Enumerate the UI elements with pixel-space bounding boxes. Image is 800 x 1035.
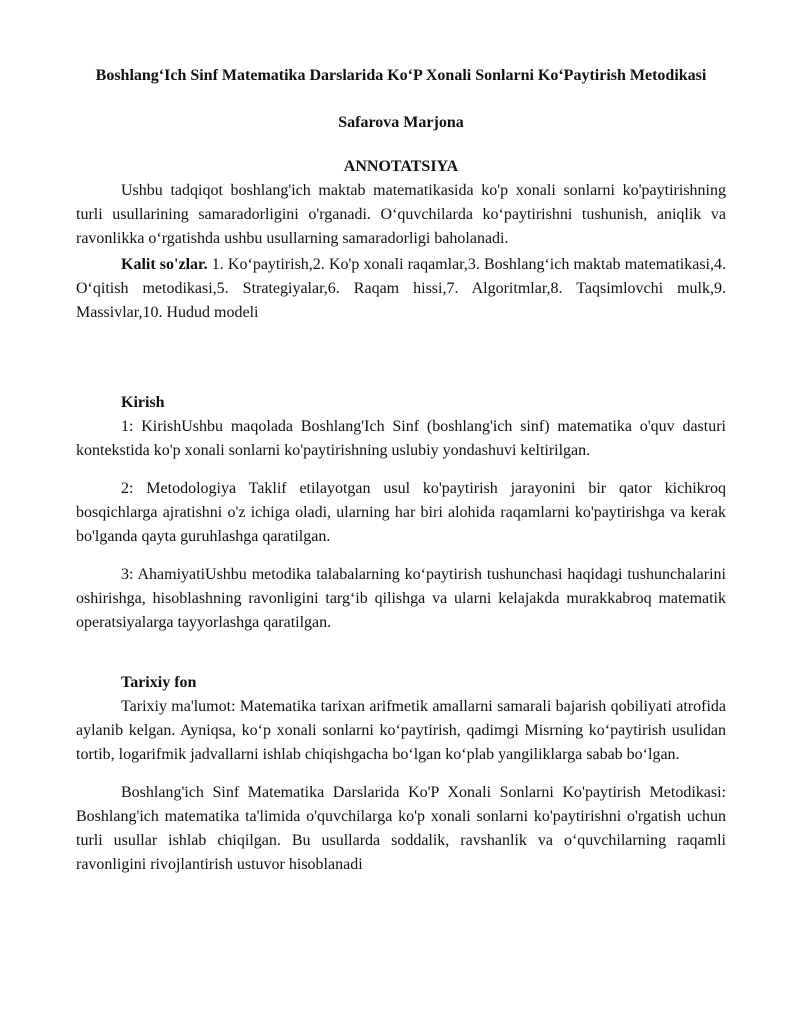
- section-heading-tarixiy-fon: Tarixiy fon: [121, 674, 197, 691]
- keywords-paragraph: [76, 253, 726, 325]
- intro-paragraph-3: 3: AhamiyatiUshbu metodika talabalarning ko‘paytirish tushunchasi haqidagi tushunchalarini oshirishga, hisoblashning ravonligini targ‘ib qilishga va ularni kelajakda murakkabroq matematik operatsiyalarga tayyorlashga qaratilgan.: [76, 566, 726, 631]
- intro-paragraph-2: 2: Metodologiya Taklif etilayotgan usul ko'paytirish jarayonini bir qator kichikroq bosqichlarga ajratishni o'z ichiga oladi, ularning har biri alohida raqamlarni ko'paytirishga va kerak bo'lganda qayta guruhlashga qaratilgan.: [76, 480, 726, 545]
- annotation-text: Ushbu tadqiqot boshlang'ich maktab matematikasida ko'p xonali sonlarni ko'paytirishning turli usullarining samaradorligini o'rganadi. O‘quvchilarda ko‘paytirishni tushunish, aniqlik va ravonlikka o‘rgatishda ushbu usullarning samaradorligi baholanadi.: [76, 182, 726, 247]
- keywords-label: Kalit so'zlar.: [121, 256, 208, 273]
- history-paragraph-2: Boshlang'ich Sinf Matematika Darslarida Ko'P Xonali Sonlarni Ko'paytirish Metodikasi: Boshlang'ich matematika ta'limida o'quvchilarga ko'p xonali sonlarni ko'paytirishni o'rgatish uchun turli usullar ishlab chiqilgan. Bu usullarda soddalik, ravshanlik va o‘quvchilarning raqamli ravonligini rivojlantirish ustuvor hisoblanadi: [76, 784, 726, 873]
- section-heading-kirish: Kirish: [121, 394, 165, 411]
- history-paragraph-1: Tarixiy ma'lumot: Matematika tarixan arifmetik amallarni samarali bajarish qobiliyati atrofida aylanib kelgan. Ayniqsa, ko‘p xonali sonlarni ko‘paytirish, qadimgi Misrning ko‘paytirish usulidan tortib, logarifmik jadvallarni ishlab chiqishgacha bo‘lgan ko‘plab yangiliklarga sabab bo‘lgan.: [76, 698, 726, 763]
- author-name: Safarova Marjona: [338, 114, 464, 131]
- paper-title: Boshlang‘Ich Sinf Matematika Darslarida Ko‘P Xonali Sonlarni Ko‘Paytirish Metodikasi: [95, 67, 707, 84]
- keywords-text: 1. Ko‘paytirish,2. Ko'p xonali raqamlar,3. Boshlang‘ich maktab matematikasi,4. O‘qitish metodikasi,5. Strategiyalar,6. Raqam hissi,7. Algoritmlar,8. Taqsimlovchi mulk,9. Massivlar,10. Hudud modeli: [76, 256, 727, 321]
- annotation-heading: ANNOTATSIYA: [343, 158, 459, 175]
- document-page: [76, 64, 726, 877]
- intro-paragraph-1: 1: KirishUshbu maqolada Boshlang'Ich Sinf (boshlang'ich sinf) matematika o'quv dasturi kontekstida ko'p xonali sonlarni ko'paytirishning uslubiy yondashuvi keltirilgan.: [76, 418, 726, 459]
